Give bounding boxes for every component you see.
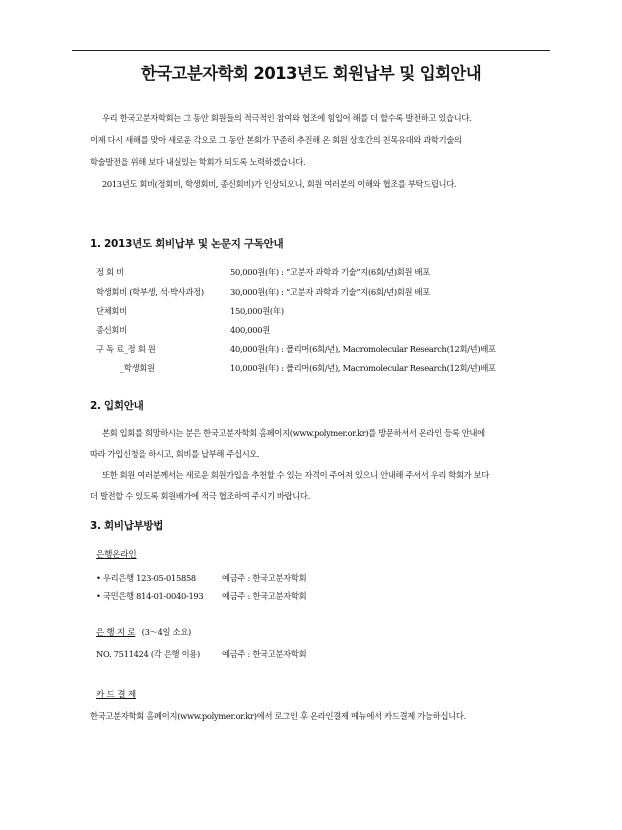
bank-account: • 국민은행 814-01-0040-193 bbox=[96, 591, 204, 601]
page-title: 한국고분자학회 2013년도 회원납부 및 입회안내 bbox=[140, 64, 482, 83]
card-payment-title: 카 드 결 제 bbox=[96, 690, 137, 700]
membership-line: 또한 회원 여러분께서는 새로운 회원가입을 추천할 수 있는 자격이 주어져 있으니 안내해 주셔서 우리 학회가 보다 bbox=[102, 470, 489, 480]
intro-line: 학술발전을 위해 보다 내실있는 학회가 되도록 노력하겠습니다. bbox=[90, 157, 306, 167]
fee-value: 400,000원 bbox=[230, 325, 270, 335]
giro-title-row bbox=[96, 626, 191, 638]
giro-title: 은 행 지 로 bbox=[96, 628, 136, 638]
fee-label: 학생회비 (학부생, 석·박사과정) bbox=[96, 287, 204, 297]
card-payment-text: 한국고분자학회 홈페이지(www.polymer.or.kr)에서 로그인 후 온라인결제 메뉴에서 카드결제 가능하십니다. bbox=[90, 711, 466, 721]
giro-account: NO. 7511424 (각 은행 이용) bbox=[96, 649, 200, 659]
account-holder: 예금주 : 한국고분자학회 bbox=[222, 649, 307, 659]
intro-paragraph bbox=[90, 107, 550, 195]
fee-value: 10,000원(年) : 폴리머(6회/년), Macromolecular Research(12회/년)배포 bbox=[230, 363, 496, 373]
membership-line: 본회 입회를 희망하시는 분은 한국고분자학회 홈페이지(www.polymer.or.kr)를 방문하셔서 온라인 등록 안내에 bbox=[102, 428, 485, 438]
giro-account-row bbox=[96, 648, 307, 660]
intro-line: 우리 한국고분자학회는 그 동안 회원들의 적극적인 참여와 협조에 힘입어 해를 더 할수록 발전하고 있습니다. bbox=[102, 113, 472, 123]
giro-note: (3～4일 소요) bbox=[141, 627, 191, 637]
fee-label: 정 회 비 bbox=[96, 267, 124, 277]
bank-account-row bbox=[96, 590, 307, 602]
fee-label: 종신회비 bbox=[96, 325, 127, 335]
section1-heading: 1. 2013년도 회비납부 및 논문지 구독안내 bbox=[90, 238, 284, 250]
fee-value: 150,000원(年) bbox=[230, 306, 284, 316]
fee-label: 구 독 료_정 회 원 bbox=[96, 344, 156, 354]
membership-paragraph bbox=[90, 423, 550, 507]
section3-heading: 3. 회비납부방법 bbox=[90, 520, 164, 532]
fee-value: 40,000원(年) : 폴리머(6회/년), Macromolecular Research(12회/년)배포 bbox=[230, 344, 496, 354]
intro-line: 2013년도 회비(정회비, 학생회비, 종신회비)가 인상되오니, 회원 여러분의 이해와 협조를 부탁드립니다. bbox=[102, 179, 457, 189]
membership-line: 따라 가입신청을 하시고, 회비를 납부해 주십시오. bbox=[90, 449, 260, 459]
fee-value: 30,000원(年) : “고분자 과학과 기술”지(6회/년)회원 배포 bbox=[230, 287, 430, 297]
intro-line: 이제 다시 새해를 맞아 새로운 각오로 그 동안 본회가 꾸준히 추진해 온 회원 상호간의 친목유대와 과학기술의 bbox=[90, 135, 462, 145]
section2-heading: 2. 입회안내 bbox=[90, 400, 144, 412]
fee-label: 단체회비 bbox=[96, 306, 127, 316]
online-banking-title: 은행온라인 bbox=[96, 550, 137, 560]
bank-account: • 우리은행 123-05-015858 bbox=[96, 573, 196, 583]
account-holder: 예금주 : 한국고분자학회 bbox=[222, 591, 307, 601]
fee-label: _학생회원 bbox=[120, 363, 155, 373]
account-holder: 예금주 : 한국고분자학회 bbox=[222, 573, 307, 583]
membership-line: 더 발전할 수 있도록 회원배가에 적극 협조하여 주시기 바랍니다. bbox=[90, 491, 310, 501]
fee-value: 50,000원(年) : “고분자 과학과 기술”지(6회/년)회원 배포 bbox=[230, 267, 430, 277]
bank-account-row bbox=[96, 572, 307, 584]
top-rule bbox=[72, 50, 550, 51]
